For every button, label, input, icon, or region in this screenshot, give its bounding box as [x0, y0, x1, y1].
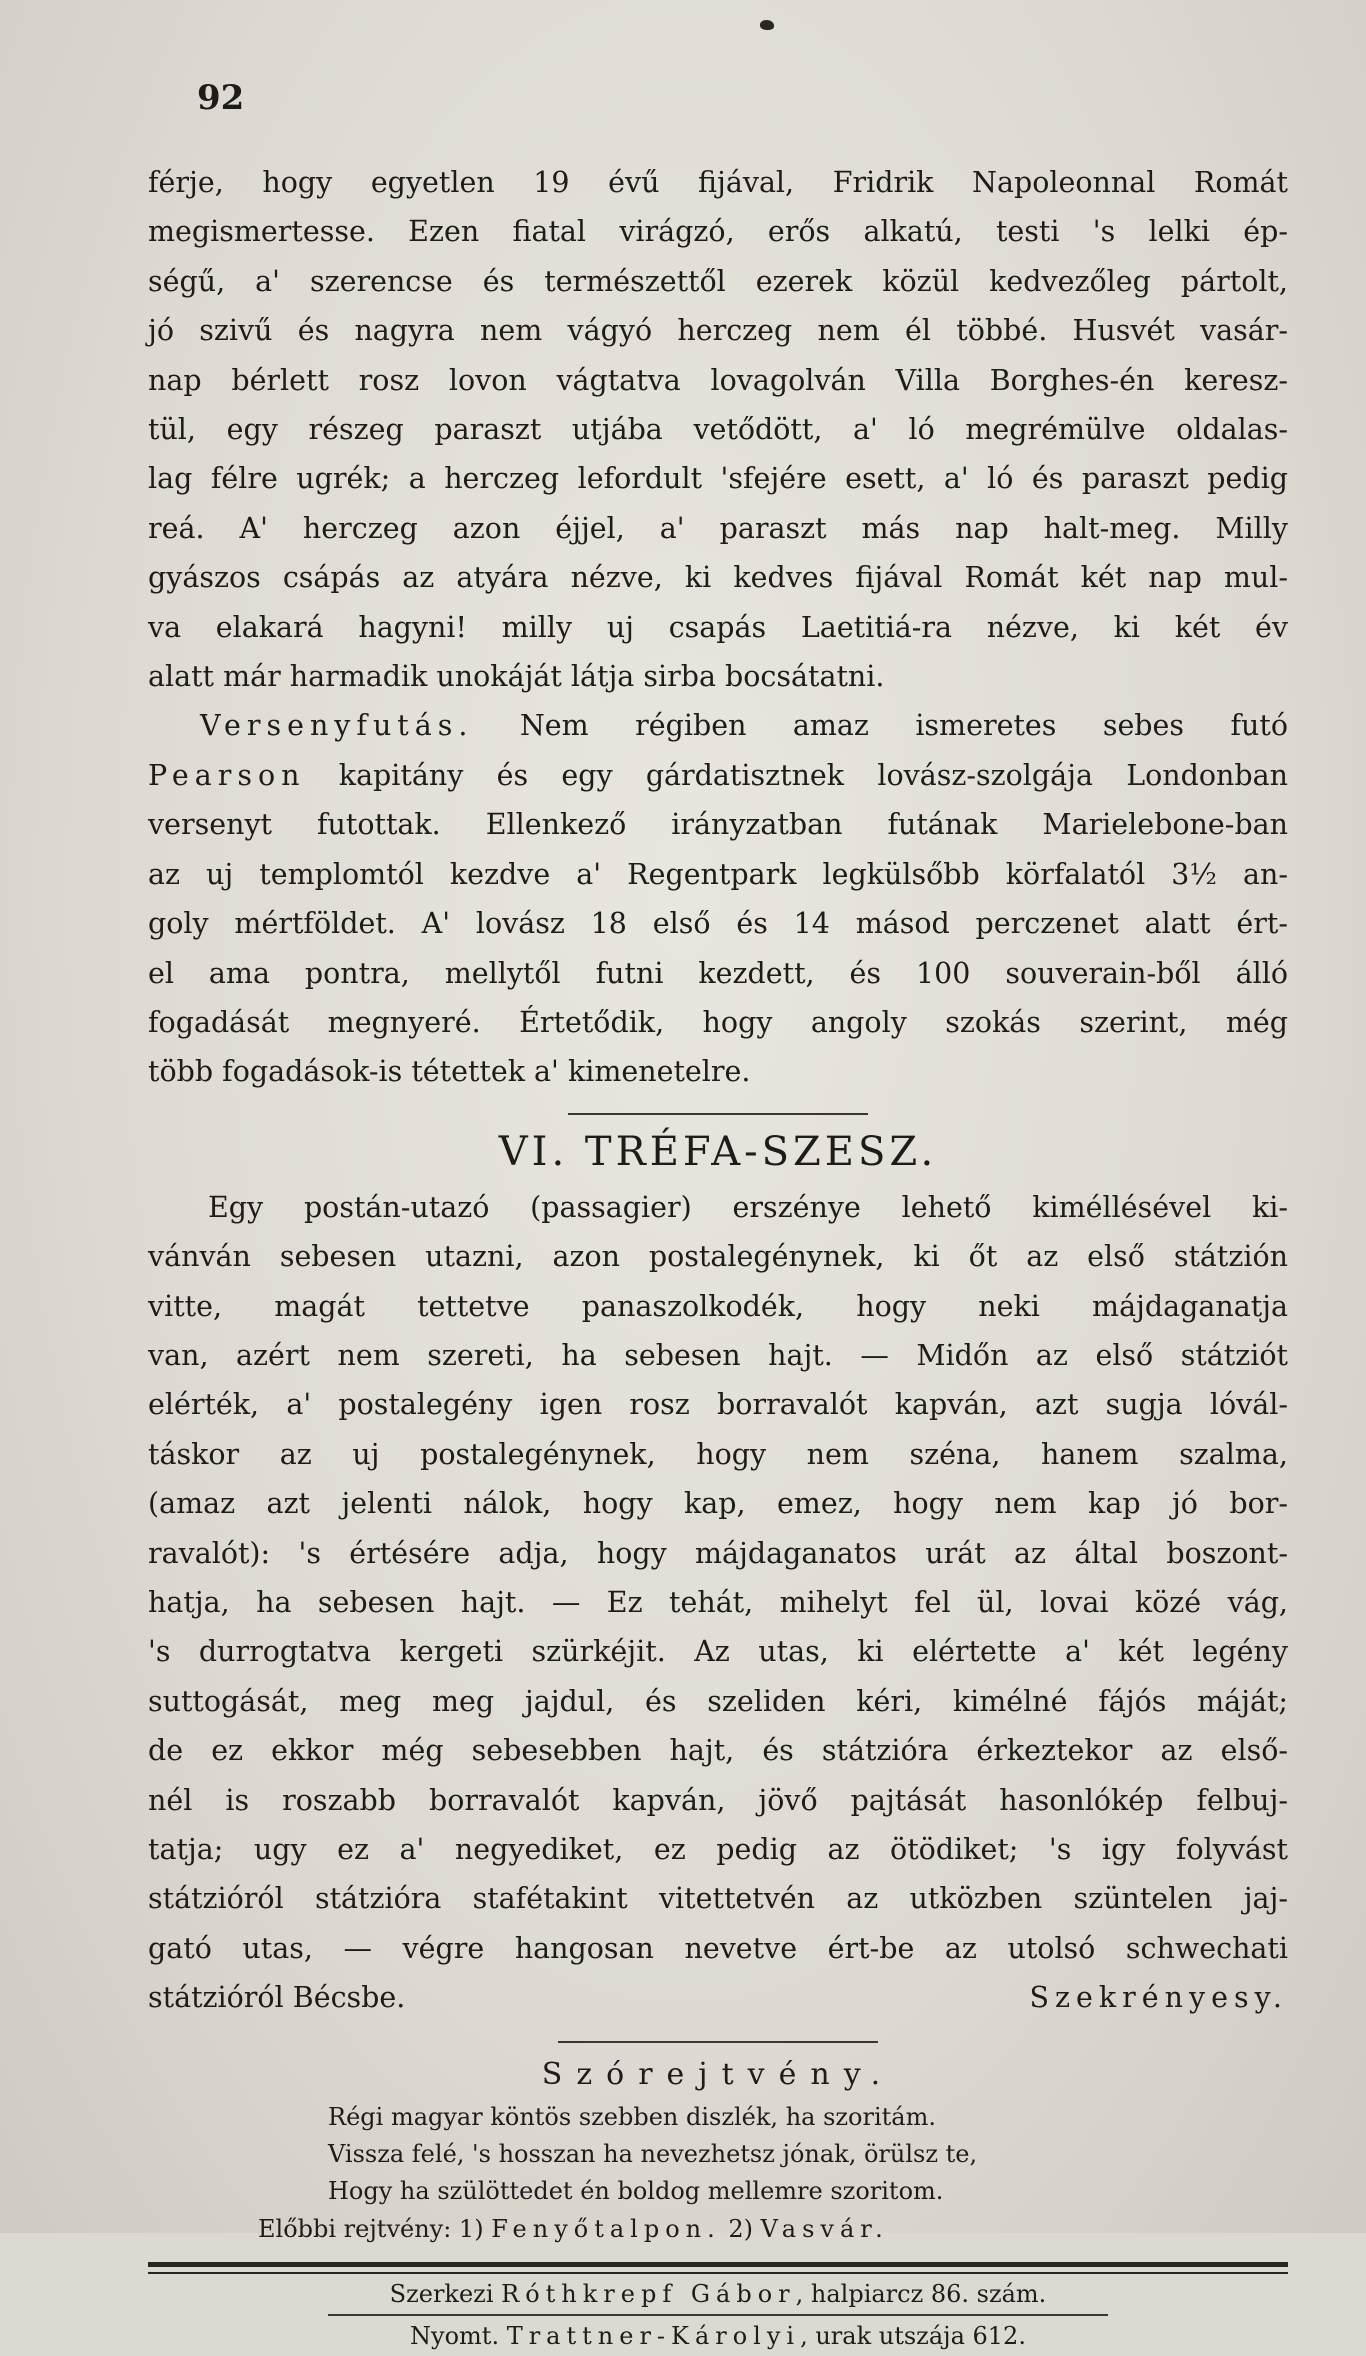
previous-riddle-answer: Előbbi rejtvény: 1) Fenyőtalpon. 2) Vasvár.: [258, 2214, 889, 2243]
text-line: Egy postán-utazó (passagier) erszénye lehető kiméllésével ki-: [208, 1190, 1288, 1224]
article-race: [148, 701, 1288, 1096]
text-line: ségű, a' szerencse és természettől ezerek közül kedvezőleg pártolt,: [148, 264, 1288, 298]
text-line: goly mértföldet. A' lovász 18 első és 14 másod perczenet alatt ért-: [148, 907, 1288, 941]
text-line: 's durrogtatva kergeti szürkéjit. Az utas, ki elértette a' két legény: [148, 1635, 1288, 1669]
puzzle-title: Szórejtvény.: [541, 2056, 895, 2092]
text-line: van, azért nem szereti, ha sebesen hajt. — Midőn az első státziót: [148, 1338, 1288, 1372]
text-line: vitte, magát tettetve panaszolkodék, hogy neki májdaganatja: [148, 1289, 1288, 1323]
poem-line: Hogy ha szülöttedet én boldog mellemre szoritom.: [328, 2176, 944, 2205]
text-line: státzióról státzióra stafétakint vitettetvén az utközben szüntelen jaj-: [148, 1882, 1288, 1916]
poem-line: Vissza felé, 's hosszan ha nevezhetsz jónak, örülsz te,: [328, 2139, 978, 2168]
text-line: férje, hogy egyetlen 19 évű fijával, Fridrik Napoleonnal Romát: [148, 166, 1288, 199]
anecdote: [148, 1183, 1288, 2023]
footer-rule: [148, 2262, 1288, 2274]
page-content: [148, 158, 1288, 2356]
text-line: el ama pontra, mellytől futni kezdett, és 100 souverain-ből álló: [148, 956, 1288, 990]
text-line: nél is roszabb borravalót kapván, jövő pajtását hasonlókép felbuj-: [148, 1783, 1288, 1817]
author-signature: Szekrényesy.: [1029, 1981, 1288, 2015]
text-line: versenyt futottak. Ellenkező irányzatban futának Marielebone-ban: [148, 808, 1288, 842]
text-line: több fogadások-is tétettek a' kimenetelre.: [148, 1055, 751, 1089]
text-line: ravalót): 's értésére adja, hogy májdaganatos urát az által boszont-: [148, 1536, 1288, 1570]
text-line: va elakará hagyni! milly uj csapás Laetitiá-ra nézve, ki két év: [148, 610, 1288, 644]
text-line: gyászos csápás az atyára nézve, ki kedves fijával Romát két nap mul-: [148, 561, 1288, 595]
person-name: Pearson: [148, 758, 306, 792]
text-line: vánván sebesen utazni, azon postalegénynek, ki őt az első státzión: [148, 1240, 1288, 1274]
text-line: Versenyfutás. Nem régiben amaz ismeretes sebes futó: [200, 709, 1288, 743]
text-line: gató utas, — végre hangosan nevetve ért-be az utolsó schwechati: [148, 1931, 1288, 1965]
text-line: lag félre ugrék; a herczeg lefordult 'sfejére esett, a' ló és paraszt pedig: [148, 462, 1288, 496]
text-line: suttogását, meg meg jajdul, és szeliden kéri, kimélné fájós máját;: [148, 1684, 1288, 1718]
ink-mark: [760, 20, 774, 30]
imprint: [148, 2274, 1288, 2356]
text-line: Pearson kapitány és egy gárdatisztnek lovász-szolgája Londonban: [148, 758, 1288, 792]
text-line: fogadását megnyeré. Értetődik, hogy angoly szokás szerint, még: [148, 1005, 1288, 1039]
text-line: megismertesse. Ezen fiatal virágzó, erős alkatú, testi 's lelki ép-: [148, 215, 1288, 249]
text-line: tatja; ugy ez a' negyediket, ez pedig az ötödiket; 's igy folyvást: [148, 1833, 1288, 1866]
text-line: az uj templomtól kezdve a' Regentpark legkülsőbb körfalatól 3½ an-: [148, 857, 1288, 891]
text-line: de ez ekkor még sebesebben hajt, és státzióra érkeztekor az első-: [148, 1734, 1288, 1768]
text-line: jó szivű és nagyra nem vágyó herczeg nem él többé. Husvét vasár-: [148, 314, 1288, 348]
section-title: VI. TRÉFA-SZESZ.: [498, 1128, 938, 1175]
text-line: hatja, ha sebesen hajt. — Ez tehát, mihelyt fel ül, lovai közé vág,: [148, 1585, 1288, 1619]
text-line: státzióról Bécsbe. Szekrényesy.: [148, 1973, 1288, 2022]
divider: [568, 1113, 868, 1115]
text-line: (amaz azt jelenti nálok, hogy kap, emez, hogy nem kap jó bor-: [148, 1487, 1288, 1521]
text-line: nap bérlett rosz lovon vágtatva lovagolván Villa Borghes-én keresz-: [148, 363, 1288, 397]
text-line: táskor az uj postalegénynek, hogy nem széna, hanem szalma,: [148, 1437, 1288, 1471]
divider: [558, 2041, 878, 2043]
poem-line: Régi magyar köntös szebben diszlék, ha szoritám.: [328, 2102, 936, 2131]
text-line: elérték, a' postalegény igen rosz borravalót kapván, azt sugja lóvál-: [148, 1388, 1288, 1422]
article-heading: Versenyfutás.: [200, 709, 474, 743]
printer-line: Nyomt. Trattner-Károlyi, urak utszája 612.: [410, 2321, 1026, 2350]
text-line: tül, egy részeg paraszt utjába vetődött, a' ló megrémülve oldalas-: [148, 413, 1288, 447]
riddle-poem: [328, 2099, 1288, 2210]
editor-line: Szerkezi Róthkrepf Gábor, halpiarcz 86. szám.: [389, 2279, 1047, 2308]
text-line: reá. A' herczeg azon éjjel, a' paraszt más nap halt-meg. Milly: [148, 511, 1288, 545]
text-line: alatt már harmadik unokáját látja sirba bocsátatni.: [148, 660, 885, 694]
page-number: 92: [197, 78, 245, 118]
article-obituary: [148, 158, 1288, 701]
